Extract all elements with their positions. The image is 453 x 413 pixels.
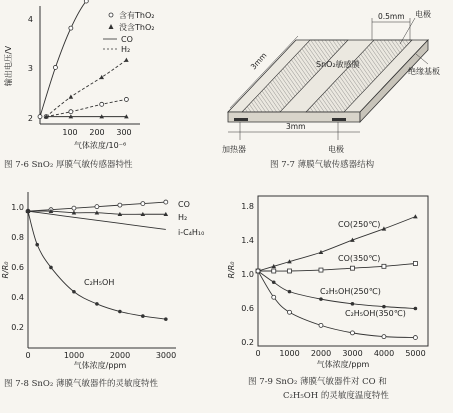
- legend-marker-open-circle: [109, 13, 113, 17]
- series-line-tho-co: [40, 0, 102, 117]
- point-c-h-oh: [118, 310, 122, 314]
- point-tho-co: [99, 75, 104, 79]
- point-c-h-oh-350: [287, 310, 291, 314]
- y-tick-label: 2: [27, 114, 33, 123]
- x-tick-label: 5000: [405, 349, 426, 358]
- y-tick-label: 0.6: [241, 304, 254, 313]
- legend-label: 没含ThO₂: [119, 23, 155, 32]
- x-tick-label: 200: [89, 128, 105, 137]
- fig79-chart: [220, 190, 453, 370]
- y-tick-label: 1.0: [11, 203, 24, 212]
- label-heater: 加热器: [222, 145, 246, 154]
- point-co: [95, 205, 99, 209]
- y-axis-label: R/R₀: [227, 261, 236, 279]
- point-c-h-oh: [164, 317, 168, 321]
- point-c-h-oh-350: [256, 269, 260, 273]
- heater-bar: [234, 118, 248, 121]
- y-tick-label: 3: [27, 64, 33, 73]
- fig78-chart: [0, 190, 220, 370]
- legend-marker-triangle: [109, 24, 114, 29]
- point-c-h-oh-350: [272, 295, 276, 299]
- point-c-h-oh: [72, 290, 76, 294]
- point-co-350: [319, 268, 323, 272]
- point-c-h-oh: [26, 209, 30, 213]
- point-tho-h: [100, 102, 104, 106]
- x-tick-label: 0: [255, 349, 261, 358]
- y-tick-label: 0.6: [11, 263, 24, 272]
- fig79-caption-line1: 图 7-9 SnO₂ 薄膜气敏器件对 CO 和: [248, 377, 387, 387]
- point-co: [141, 202, 145, 206]
- point-tho-co: [53, 65, 57, 69]
- y-tick-label: 0.2: [241, 338, 254, 347]
- series-line-c-h-oh-350: [258, 271, 415, 338]
- series-line-co-250: [258, 217, 415, 271]
- fig76-legend: [103, 10, 154, 54]
- point-co: [118, 203, 122, 207]
- point-c-h-oh-350: [382, 335, 386, 339]
- fig79-caption-line2: C₂H₅OH 的灵敏度温度特性: [283, 391, 389, 401]
- point-co-250: [413, 214, 418, 218]
- point-c-h-oh-350: [319, 323, 323, 327]
- label-width-top: 0.5mm: [378, 12, 405, 21]
- x-tick-label: 3000: [155, 351, 177, 360]
- series-label-isobutane: i-C₄H₁₀: [178, 228, 205, 237]
- series-label-ethanol: C₂H₅OH: [84, 278, 115, 287]
- point-c-h-oh: [95, 302, 99, 306]
- point-c-h-oh-250: [382, 305, 386, 309]
- fig78-caption: 图 7-8 SnO₂ 薄膜气敏器件的灵敏度特性: [4, 379, 158, 389]
- x-axis-label: 气体浓度/ppm: [316, 360, 370, 369]
- series-label-co-250: CO(250℃): [338, 220, 381, 229]
- point-tho-co: [84, 0, 88, 3]
- point-c-h-oh-250: [288, 290, 292, 294]
- x-tick-label: 4000: [373, 349, 395, 358]
- point-tho-co: [124, 58, 129, 62]
- series-label-ethanol-250: C₂H₅OH(250℃): [320, 287, 381, 296]
- label-sensing-film: SnO₂敏感膜: [316, 60, 360, 69]
- x-tick-label: 2000: [109, 351, 131, 360]
- point-co-350: [413, 262, 417, 266]
- point-c-h-oh-350: [413, 336, 417, 340]
- point-c-h-oh-250: [414, 307, 418, 311]
- fig76-chart: [0, 0, 220, 170]
- y-tick-label: 4: [27, 15, 33, 24]
- y-axis-label: R/R₀: [1, 261, 10, 279]
- legend-label: 含有ThO₂: [119, 11, 155, 20]
- point-co: [72, 206, 76, 210]
- x-axis-label: 气体浓度/10⁻⁶: [73, 141, 127, 150]
- point-tho-h: [69, 110, 73, 114]
- x-tick-label: 3000: [342, 349, 363, 358]
- y-axis-label: 输出电压/V: [4, 45, 13, 87]
- x-tick-label: 100: [62, 128, 78, 137]
- fig77-diagram: [220, 0, 453, 170]
- label-width-bottom: 3mm: [286, 122, 306, 131]
- legend-label: H₂: [121, 45, 131, 54]
- x-tick-label: 1000: [279, 349, 300, 358]
- x-tick-label: 0: [25, 351, 31, 360]
- y-tick-label: 1.8: [241, 202, 254, 211]
- y-tick-label: 1.4: [241, 236, 254, 245]
- y-tick-label: 0.4: [11, 293, 24, 302]
- label-electrode-bottom: 电极: [328, 145, 344, 154]
- point-tho-co: [38, 115, 42, 119]
- legend-label: CO: [121, 35, 133, 44]
- y-tick-label: 0.2: [11, 323, 24, 332]
- series-label-co-350: CO(350℃): [338, 254, 381, 263]
- point-co-350: [350, 266, 354, 270]
- x-axis-label: 气体浓度/ppm: [73, 361, 127, 370]
- x-tick-label: 1000: [63, 351, 85, 360]
- electrode-pad: [332, 118, 346, 121]
- point-c-h-oh: [35, 243, 39, 247]
- point-c-h-oh-350: [350, 331, 354, 335]
- series-line-co-350: [258, 264, 415, 272]
- fig77-caption: 图 7-7 薄膜气敏传感器结构: [270, 160, 375, 170]
- point-co: [164, 200, 168, 204]
- point-co-350: [272, 269, 276, 273]
- label-substrate: 绝缘基板: [408, 67, 440, 76]
- label-length: 3mm: [248, 50, 269, 72]
- y-tick-label: 1.0: [241, 270, 254, 279]
- series-label-ethanol-350: C₂H₅OH(350℃): [345, 309, 406, 318]
- series-line-tho-h: [46, 99, 126, 116]
- point-c-h-oh-250: [351, 302, 355, 306]
- label-electrode-top: 电极: [415, 10, 431, 19]
- point-c-h-oh: [141, 314, 145, 318]
- point-c-h-oh-250: [319, 297, 323, 301]
- y-tick-label: 0.8: [11, 233, 24, 242]
- x-tick-label: 2000: [310, 349, 332, 358]
- point-c-h-oh: [49, 266, 53, 270]
- fig79-plot: [227, 196, 428, 369]
- point-tho-co: [69, 26, 73, 30]
- point-co-350: [382, 264, 386, 268]
- x-tick-label: 300: [116, 128, 132, 137]
- point-tho-h: [124, 97, 128, 101]
- series-label-co: CO: [178, 200, 190, 209]
- point-tho-co: [69, 95, 74, 99]
- point-co-350: [287, 269, 291, 273]
- point-c-h-oh-250: [272, 280, 276, 284]
- fig76-caption: 图 7-6 SnO₂ 厚膜气敏传感器特性: [4, 160, 133, 170]
- series-label-h2: H₂: [178, 213, 188, 222]
